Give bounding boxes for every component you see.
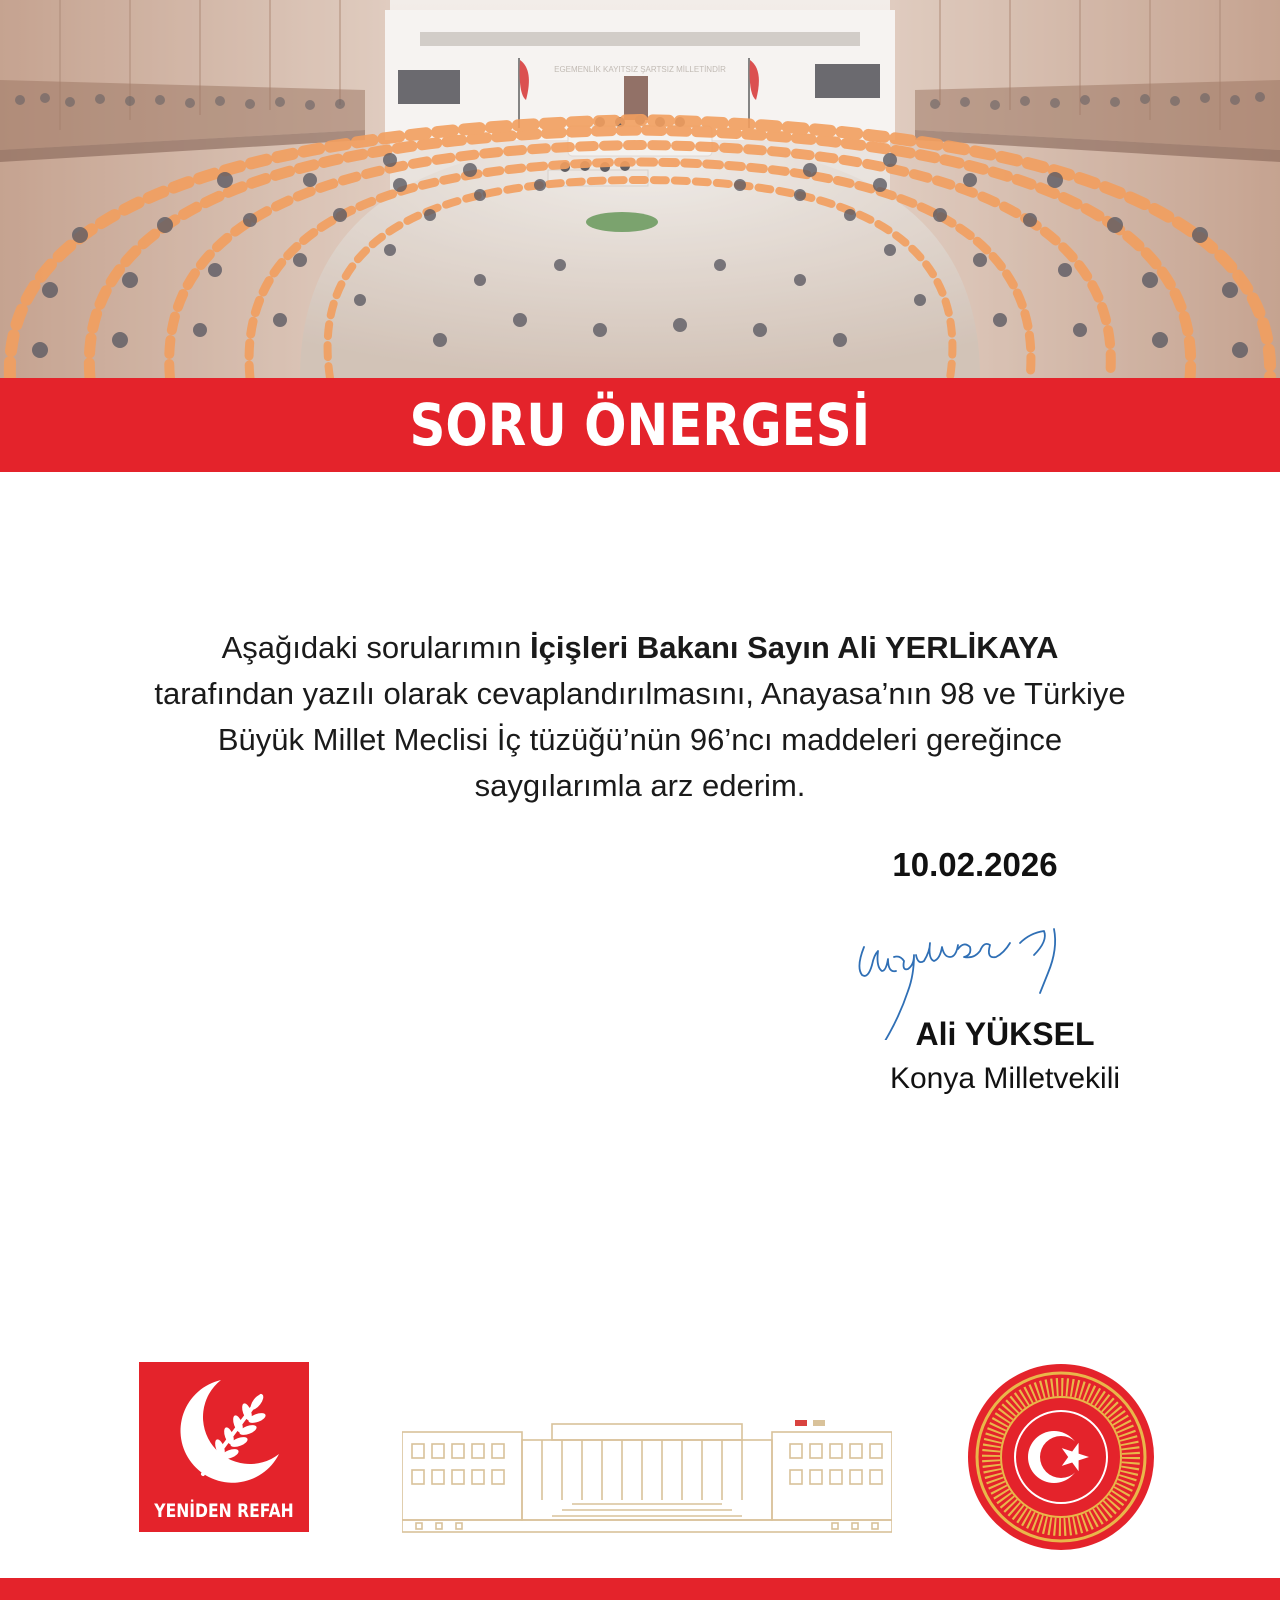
body-line-4: saygılarımla arz ederim. xyxy=(474,768,806,803)
title-bar xyxy=(0,378,1280,472)
tbmm-seal xyxy=(966,1362,1156,1552)
body-line-1-prefix: Aşağıdaki sorularımın xyxy=(221,630,530,665)
motion-body xyxy=(60,625,1220,809)
body-line-3: Büyük Millet Meclisi İç tüzüğü’nün 96’ncı maddeleri gereğince xyxy=(217,722,1063,757)
yeniden-refah-logo xyxy=(139,1362,309,1532)
parliament-building-icon xyxy=(402,1420,892,1535)
body-line-1 xyxy=(60,625,1220,671)
motion-date: 10.02.2026 xyxy=(892,846,1058,883)
body-line-2: tarafından yazılı olarak cevaplandırılmasını, Anayasa’nın 98 ve Türkiye xyxy=(154,676,1126,711)
signer-name: Ali YÜKSEL xyxy=(915,1016,1095,1052)
flag-icon xyxy=(795,1420,807,1426)
parliament-hall-image xyxy=(0,0,1280,378)
addressee: İçişleri Bakanı Sayın Ali YERLİKAYA xyxy=(530,630,1059,665)
bottom-stripe xyxy=(0,1578,1280,1600)
hero-banner-text: EGEMENLİK KAYITSIZ ŞARTSIZ MİLLETİNDİR xyxy=(554,65,726,74)
page-title: SORU ÖNERGESİ xyxy=(409,391,871,459)
signer-title: Konya Milletvekili xyxy=(889,1062,1121,1095)
party-name: YENİDEN REFAH xyxy=(154,1500,294,1522)
